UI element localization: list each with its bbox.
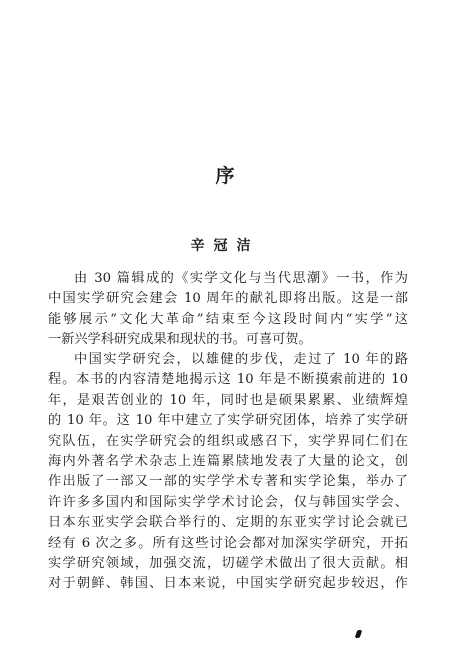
text-line: 日本东亚实学会联合举行的、定期的东亚实学讨论会就已 <box>48 515 408 531</box>
text-line: 中国实学研究会，以雄健的步伐，走过了 10 年的路 <box>74 352 408 367</box>
text-line: 能够展示“文化大革命”结束至今这段时间内“实学”这 <box>48 311 408 327</box>
text-line: 对于朝鲜、韩国、日本来说，中国实学研究起步较迟，作 <box>48 576 408 592</box>
text-line: 由 30 篇辑成的《实学文化与当代思潮》一书，作为 <box>74 271 408 286</box>
author-name: 辛冠洁 <box>190 238 260 254</box>
text-line: 作出版了一部又一部的实学学术专著和实学论集，举办了 <box>48 474 408 490</box>
text-line: 年，是艰苦创业的 10 年，同时也是硕果累累、业绩辉煌 <box>48 392 408 408</box>
preface-heading: 序 <box>215 165 235 187</box>
text-line: 的 10 年。这 10 年中建立了实学研究团体，培养了实学研 <box>48 413 408 429</box>
paragraph-2 <box>48 350 408 595</box>
text-line: 一新兴学科研究成果和现状的书。可喜可贺。 <box>48 332 312 348</box>
text-line: 许许多多国内和国际实学学术讨论会，仅与韩国实学会、 <box>48 494 408 510</box>
text-line: 实学研究领域，加强交流，切磋学术做出了很大贡献。相 <box>48 555 408 571</box>
text-line: 究队伍，在实学研究会的组织或感召下，实学界同仁们在 <box>48 433 408 449</box>
ink-mark <box>355 630 363 638</box>
text-line: 程。本书的内容清楚地揭示这 10 年是不断摸索前进的 10 <box>48 372 408 388</box>
paragraph-1 <box>48 269 408 351</box>
text-line: 中国实学研究会建会 10 周年的献礼即将出版。这是一部 <box>48 291 408 307</box>
text-line: 经有 6 次之多。所有这些讨论会都对加深实学研究，开拓 <box>48 535 408 551</box>
text-line: 海内外著名学术杂志上连篇累牍地发表了大量的论文，创 <box>48 453 408 469</box>
